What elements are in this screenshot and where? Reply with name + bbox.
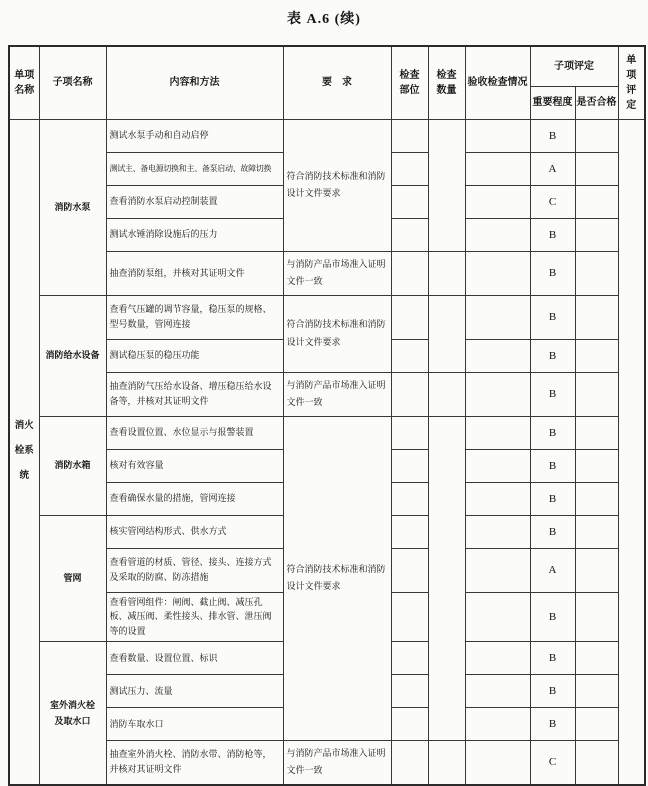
acceptance-status-cell [465, 185, 530, 218]
content-cell: 查看管道的材质、管径、接头、连接方式及采取的防腐、防冻措施 [106, 548, 283, 592]
check-location-cell [391, 218, 428, 251]
content-cell: 测试压力、流量 [106, 675, 283, 708]
check-location-cell [391, 119, 428, 152]
content-cell: 测试主、备电源切换和主、备泵启动、故障切换 [106, 152, 283, 185]
acceptance-status-cell [465, 592, 530, 642]
table-row [9, 416, 645, 449]
check-quantity-cell [428, 251, 465, 295]
table-row [9, 295, 645, 339]
check-quantity-cell [428, 119, 465, 251]
content-cell: 查看数量、设置位置、标识 [106, 642, 283, 675]
acceptance-status-cell [465, 372, 530, 416]
acceptance-status-cell [465, 515, 530, 548]
header-acceptance-status: 验收检查情况 [465, 46, 530, 119]
content-cell: 查看消防水泵启动控制装置 [106, 185, 283, 218]
content-cell: 消防车取水口 [106, 708, 283, 741]
acceptance-status-cell [465, 218, 530, 251]
requirement-cell: 与消防产品市场准入证明文件一致 [283, 741, 391, 785]
importance-grade-cell: C [530, 185, 575, 218]
header-content-method: 内容和方法 [106, 46, 283, 119]
qualified-cell [575, 372, 618, 416]
check-location-cell [391, 152, 428, 185]
requirement-cell: 符合消防技术标准和消防设计文件要求 [283, 416, 391, 741]
qualified-cell [575, 152, 618, 185]
check-quantity-cell [428, 741, 465, 785]
qualified-cell [575, 741, 618, 785]
qualified-cell [575, 515, 618, 548]
header-item-evaluation: 单项评定 [618, 46, 645, 119]
importance-grade-cell: B [530, 482, 575, 515]
importance-grade-cell: B [530, 218, 575, 251]
content-cell: 查看确保水量的措施，管网连接 [106, 482, 283, 515]
importance-grade-cell: B [530, 119, 575, 152]
content-cell: 抽查消防泵组，并核对其证明文件 [106, 251, 283, 295]
importance-grade-cell: A [530, 152, 575, 185]
header-check-location: 检查部位 [391, 46, 428, 119]
system-name-cell: 消火栓系统 [9, 119, 39, 785]
header-row-1 [9, 46, 645, 86]
header-subitem-name: 子项名称 [39, 46, 106, 119]
check-location-cell [391, 416, 428, 449]
table-row [9, 119, 645, 152]
check-location-cell [391, 339, 428, 372]
check-location-cell [391, 251, 428, 295]
check-location-cell [391, 372, 428, 416]
content-cell: 抽查室外消火栓、消防水带、消防枪等，并核对其证明文件 [106, 741, 283, 785]
acceptance-status-cell [465, 152, 530, 185]
qualified-cell [575, 185, 618, 218]
acceptance-status-cell [465, 449, 530, 482]
item-evaluation-cell [618, 119, 645, 785]
importance-grade-cell: B [530, 416, 575, 449]
importance-grade-cell: B [530, 372, 575, 416]
qualified-cell [575, 642, 618, 675]
content-cell: 查看管网组件：闸阀、截止阀、减压孔板、减压阀、柔性接头、排水管、泄压阀等的设置 [106, 592, 283, 642]
qualified-cell [575, 218, 618, 251]
acceptance-status-cell [465, 339, 530, 372]
importance-grade-cell: B [530, 675, 575, 708]
acceptance-status-cell [465, 675, 530, 708]
requirement-cell: 符合消防技术标准和消防设计文件要求 [283, 295, 391, 372]
importance-grade-cell: B [530, 339, 575, 372]
acceptance-status-cell [465, 416, 530, 449]
acceptance-status-cell [465, 548, 530, 592]
qualified-cell [575, 119, 618, 152]
content-cell: 查看设置位置、水位显示与报警装置 [106, 416, 283, 449]
check-quantity-cell [428, 372, 465, 416]
importance-grade-cell: C [530, 741, 575, 785]
acceptance-status-cell [465, 482, 530, 515]
content-cell: 查看气压罐的调节容量，稳压泵的规格、型号数量，管网连接 [106, 295, 283, 339]
acceptance-status-cell [465, 708, 530, 741]
acceptance-status-cell [465, 642, 530, 675]
requirement-cell: 与消防产品市场准入证明文件一致 [283, 372, 391, 416]
content-cell: 测试水锤消除设施后的压力 [106, 218, 283, 251]
qualified-cell [575, 708, 618, 741]
header-requirement: 要 求 [283, 46, 391, 119]
header-importance: 重要程度 [530, 86, 575, 119]
qualified-cell [575, 339, 618, 372]
check-location-cell [391, 642, 428, 675]
subitem-name-cell: 消防水箱 [39, 416, 106, 515]
importance-grade-cell: B [530, 515, 575, 548]
header-item-name: 单项名称 [9, 46, 39, 119]
subitem-name-cell: 管网 [39, 515, 106, 642]
check-location-cell [391, 592, 428, 642]
importance-grade-cell: A [530, 548, 575, 592]
check-location-cell [391, 185, 428, 218]
qualified-cell [575, 675, 618, 708]
qualified-cell [575, 449, 618, 482]
qualified-cell [575, 548, 618, 592]
importance-grade-cell: B [530, 708, 575, 741]
qualified-cell [575, 416, 618, 449]
importance-grade-cell: B [530, 642, 575, 675]
subitem-name-cell: 消防给水设备 [39, 295, 106, 416]
requirement-cell: 符合消防技术标准和消防设计文件要求 [283, 119, 391, 251]
check-location-cell [391, 482, 428, 515]
content-cell: 核实管网结构形式、供水方式 [106, 515, 283, 548]
check-quantity-cell [428, 295, 465, 372]
content-cell: 核对有效容量 [106, 449, 283, 482]
qualified-cell [575, 592, 618, 642]
check-location-cell [391, 515, 428, 548]
check-location-cell [391, 449, 428, 482]
importance-grade-cell: B [530, 449, 575, 482]
check-location-cell [391, 548, 428, 592]
check-location-cell [391, 675, 428, 708]
content-cell: 测试水泵手动和自动启停 [106, 119, 283, 152]
importance-grade-cell: B [530, 592, 575, 642]
table-title: 表 A.6 (续) [287, 12, 361, 27]
content-cell: 测试稳压泵的稳压功能 [106, 339, 283, 372]
check-location-cell [391, 708, 428, 741]
inspection-table [8, 45, 646, 786]
qualified-cell [575, 295, 618, 339]
header-check-quantity: 检查数量 [428, 46, 465, 119]
check-quantity-cell [428, 416, 465, 741]
acceptance-status-cell [465, 295, 530, 339]
importance-grade-cell: B [530, 295, 575, 339]
requirement-cell: 与消防产品市场准入证明文件一致 [283, 251, 391, 295]
acceptance-status-cell [465, 119, 530, 152]
acceptance-status-cell [465, 251, 530, 295]
check-location-cell [391, 741, 428, 785]
qualified-cell [575, 482, 618, 515]
check-location-cell [391, 295, 428, 339]
header-qualified: 是否合格 [575, 86, 618, 119]
subitem-name-cell: 室外消火栓及取水口 [39, 642, 106, 785]
content-cell: 抽查消防气压给水设备、增压稳压给水设备等，并核对其证明文件 [106, 372, 283, 416]
subitem-name-cell: 消防水泵 [39, 119, 106, 295]
acceptance-status-cell [465, 741, 530, 785]
header-subitem-evaluation: 子项评定 [530, 46, 618, 86]
qualified-cell [575, 251, 618, 295]
importance-grade-cell: B [530, 251, 575, 295]
